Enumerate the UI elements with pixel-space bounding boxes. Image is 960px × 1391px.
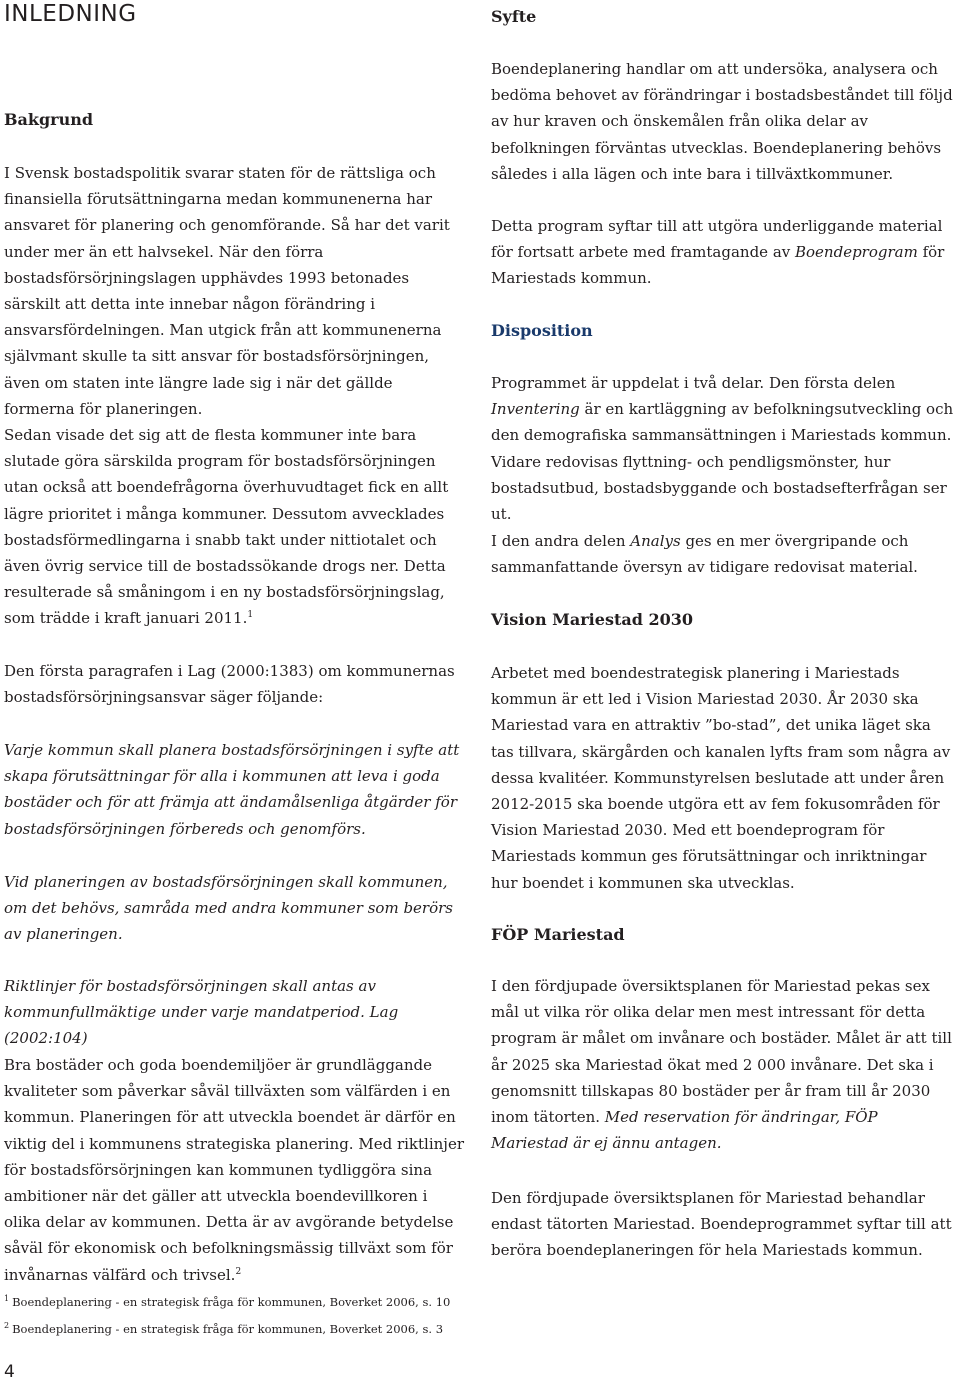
emphasis: Boendeprogram [795, 243, 918, 262]
paragraph-fop-2: Den fördjupade översiktsplanen för Mariestad behandlar endast tätorten Mariestad. Boendeprogrammet syftar till att beröra boendeplaneringen för hela Mariestads kommun. [491, 1189, 952, 1260]
emphasis: Inventering [491, 400, 580, 419]
footnote-number: 1 [4, 1294, 10, 1303]
paragraph-syfte-2 [491, 213, 957, 292]
footnote-text: Boendeplanering - en strategisk fråga för kommunen, Boverket 2006, s. 3 [12, 1322, 444, 1336]
text-part: I den andra delen [491, 532, 631, 550]
paragraph-law-intro: Den första paragrafen i Lag (2000:1383) om kommunernas bostadsförsörjningsansvar säger följande: [4, 662, 455, 707]
paragraph-vision: Arbetet med boendestrategisk planering i Mariestads kommun är ett led i Vision Mariestad 2030. År 2030 ska Mariestad vara en attraktiv ”bo-stad”, det unika läget ska tas tillvara, skärgården och kanalen lyfts fram som några av dessa kvalitéer. Kommunstyrelsen beslutade att under åren 2012-2015 ska boende utgöra ett av fem fokusområden för Vision Mariestad 2030. Med ett boendeprogram för Mariestads kommun ges förutsättningar och inriktningar hur boendet i kommunen ska utvecklas. [491, 664, 951, 892]
footnote-2 [4, 1321, 466, 1337]
footnote-ref: 2 [235, 1266, 242, 1277]
emphasis: Med reservation för ändringar, FÖP Mariestad är ej ännu antagen. [491, 1108, 878, 1153]
paragraph-text: Bra bostäder och goda boendemiljöer är grundläggande kvaliteter som påverkar såväl tillväxten som välfärden i en kommun. Planeringen för att utveckla boendet är därför en viktig del i kommunens strategiska planering. Med riktlinjer för bostadsförsörjningen kan kommunen tydliggöra sina ambitioner när det gäller att utveckla boendevillkoren i olika delar av kommunen. Detta är av avgörande betydelse såväl för ekonomisk och befolkningsmässig tillväxt som för invånarnas välfärd och trivsel. [4, 1056, 464, 1284]
page-number: 4 [4, 1362, 15, 1382]
text-part: I den fördjupade översiktsplanen för Mariestad pekas sex mål ut vilka rör olika delar men mest intressant för detta program är målet om invånare och bostäder. Målet är att till år 2025 ska Mariestad ökat med 2 000 invånare. Det ska i genomsnitt tillskapas 80 bostäder per år fram till år 2030 inom tätorten. [491, 977, 952, 1127]
footnote-number: 2 [4, 1321, 10, 1330]
paragraph-disposition-1 [491, 370, 957, 527]
law-quote-3 [4, 973, 466, 1052]
text-part: Detta program syftar till att utgöra underliggande material för fortsatt arbete med framtagande av [491, 217, 943, 262]
emphasis: Analys [630, 532, 681, 550]
quote-text: Riktlinjer för bostadsförsörjningen skall antas av kommunfullmäktige under varje mandatperiod. Lag (2002:104) [4, 977, 399, 1048]
section-heading-vision: Vision Mariestad 2030 [491, 610, 693, 629]
law-quote-2 [4, 869, 466, 948]
quote-text: Varje kommun skall planera bostadsförsörjningen i syfte att skapa förutsättningar för alla i kommunen att leva i goda bostäder och för att främja att ändamålsenliga åtgärder för bostadsförsörjningen förbereds och genomförs. [4, 741, 460, 838]
text-part: ges en mer övergripande och sammanfattande översyn av tidigare redovisat material. [491, 532, 918, 577]
paragraph-syfte-1: Boendeplanering handlar om att undersöka, analysera och bedöma behovet av förändringar i bostadsbeståndet till följd av hur kraven och önskemålen från olika delar av befolkningen förväntas utvecklas. Boendeplanering behövs således i alla lägen och inte bara i tillväxtkommuner. [491, 60, 953, 183]
paragraph-text: Sedan visade det sig att de flesta kommuner inte bara slutade göra särskilda program för bostadsförsörjningen utan också att boendefrågorna överhuvudtaget fick en allt lägre prioritet i många kommuner. Dessutom avvecklades bostadsförmedlingarna i snabb takt under nittiotalet och även övrig service till de bostadssökande drogs ner. Detta resulterade så småningom i en ny bostadsförsörjningslag, som trädde i kraft januari 2011. [4, 426, 449, 628]
page-title: INLEDNING [4, 1, 137, 27]
footnote-text: Boendeplanering - en strategisk fråga för kommunen, Boverket 2006, s. 10 [12, 1295, 451, 1309]
paragraph-riktlinjer [4, 1052, 466, 1288]
text-part: är en kartläggning av befolkningsutveckling och den demografiska sammansättningen i Mariestads kommun. Vidare redovisas flyttning- och pendligsmönster, hur bostadsutbud, bostadsbyggande och bostadsefterfrågan ser ut. [491, 400, 954, 524]
section-heading-bakgrund: Bakgrund [4, 110, 94, 129]
footnotes [4, 1294, 466, 1348]
paragraph-bakgrund-2 [4, 422, 466, 632]
section-heading-disposition: Disposition [491, 321, 593, 340]
footnote-1 [4, 1294, 466, 1310]
quote-text: Vid planeringen av bostadsförsörjningen skall kommunen, om det behövs, samråda med andra kommuner som berörs av planeringen. [4, 873, 453, 944]
footnote-ref: 1 [247, 610, 254, 621]
text-part: för Mariestads kommun. [491, 243, 945, 288]
text-part: Programmet är uppdelat i två delar. Den första delen [491, 374, 896, 392]
law-quote-1 [4, 737, 466, 842]
section-heading-syfte: Syfte [491, 7, 537, 26]
paragraph-bakgrund-1: I Svensk bostadspolitik svarar staten för de rättsliga och finansiella förutsättningarna medan kommunenerna har ansvaret för planering och genomförande. Så har det varit under mer än ett halvsekel. När den förra bostadsförsörjningslagen upphävdes 1993 betonades särskilt att detta inte innebar någon förändring i ansvarsfördelningen. Man utgick från att kommunenerna självmant skulle ta sitt ansvar för bostadsförsörjningen, även om staten inte längre lade sig i när det gällde formerna för planeringen. [4, 164, 450, 418]
paragraph-fop-1 [491, 973, 957, 1156]
section-heading-fop: FÖP Mariestad [491, 925, 625, 944]
paragraph-disposition-2 [491, 528, 957, 580]
